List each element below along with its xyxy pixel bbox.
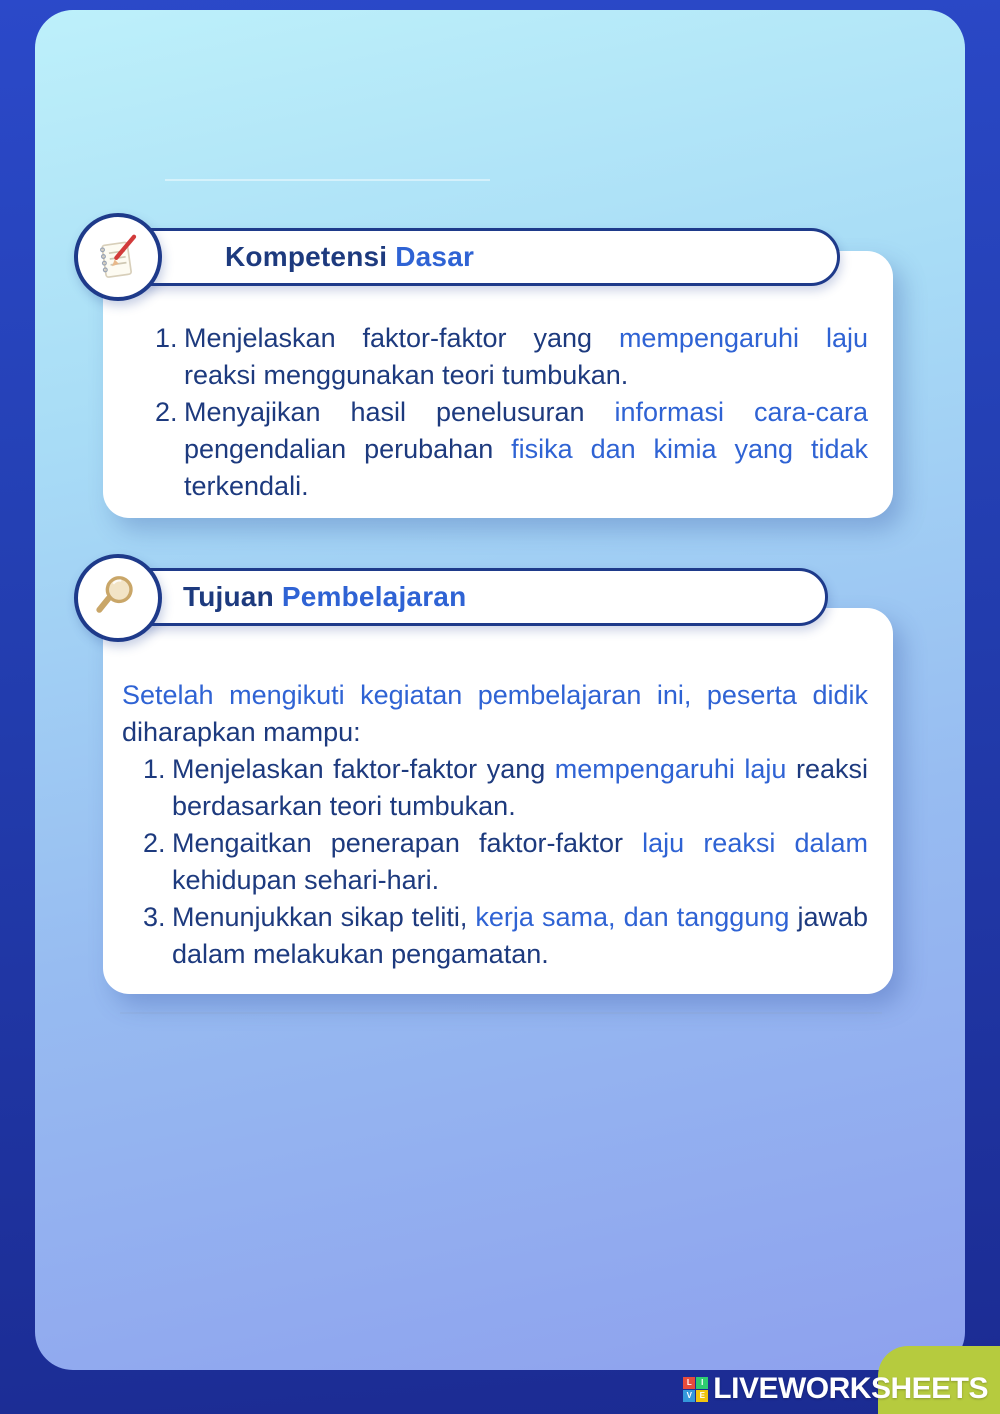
kompetensi-dasar-card [103, 251, 893, 518]
section-title: Tujuan Pembelajaran [183, 581, 467, 612]
logo-cell: E [696, 1390, 708, 1402]
list-item-text: Mengaitkan penerapan faktor-faktor laju reaksi dalam kehidupan sehari-hari. [172, 828, 869, 895]
magnifier-icon-badge [74, 554, 162, 642]
list-item-number: 2. [155, 397, 178, 427]
liveworksheets-watermark[interactable] [683, 1372, 988, 1406]
tujuan-intro-text: Setelah mengikuti kegiatan pembelajaran ini, peserta didik diharapkan mampu: [122, 680, 868, 747]
magnifier-icon [91, 571, 145, 625]
divider-line [120, 1012, 882, 1014]
list-item [143, 899, 868, 973]
divider-line [165, 179, 490, 181]
liveworksheets-logo-icon [683, 1377, 708, 1402]
watermark-brand-text: LIVEWORKSHEETS [713, 1372, 988, 1405]
list-item-text: Menjelaskan faktor-faktor yang mempengaruhi laju reaksi berdasarkan teori tumbukan. [172, 754, 869, 821]
list-item [143, 825, 868, 899]
logo-cell: L [683, 1377, 695, 1389]
list-item-number: 2. [143, 828, 166, 858]
kompetensi-dasar-header-pill [118, 228, 840, 286]
kompetensi-list [155, 320, 868, 505]
list-item-text: Menunjukkan sikap teliti, kerja sama, dan tanggung jawab dalam melakukan pengamatan. [172, 902, 869, 969]
list-item [155, 320, 868, 394]
list-item [143, 751, 868, 825]
list-item [155, 394, 868, 505]
tujuan-pembelajaran-header-pill [118, 568, 828, 626]
list-item-number: 1. [155, 323, 178, 353]
list-item-text: Menjelaskan faktor-faktor yang mempengaruhi laju reaksi menggunakan teori tumbukan. [184, 323, 868, 390]
notebook-pencil-icon [91, 230, 145, 284]
notebook-icon-badge [74, 213, 162, 301]
logo-cell: I [696, 1377, 708, 1389]
section-title: Kompetensi Dasar [225, 241, 475, 272]
list-item-number: 3. [143, 902, 166, 932]
logo-cell: V [683, 1390, 695, 1402]
list-item-number: 1. [143, 754, 166, 784]
list-item-text: Menyajikan hasil penelusuran informasi cara-cara pengendalian perubahan fisika dan kimia yang tidak terkendali. [184, 397, 869, 501]
tujuan-pembelajaran-card [103, 608, 893, 994]
tujuan-list [143, 751, 868, 973]
